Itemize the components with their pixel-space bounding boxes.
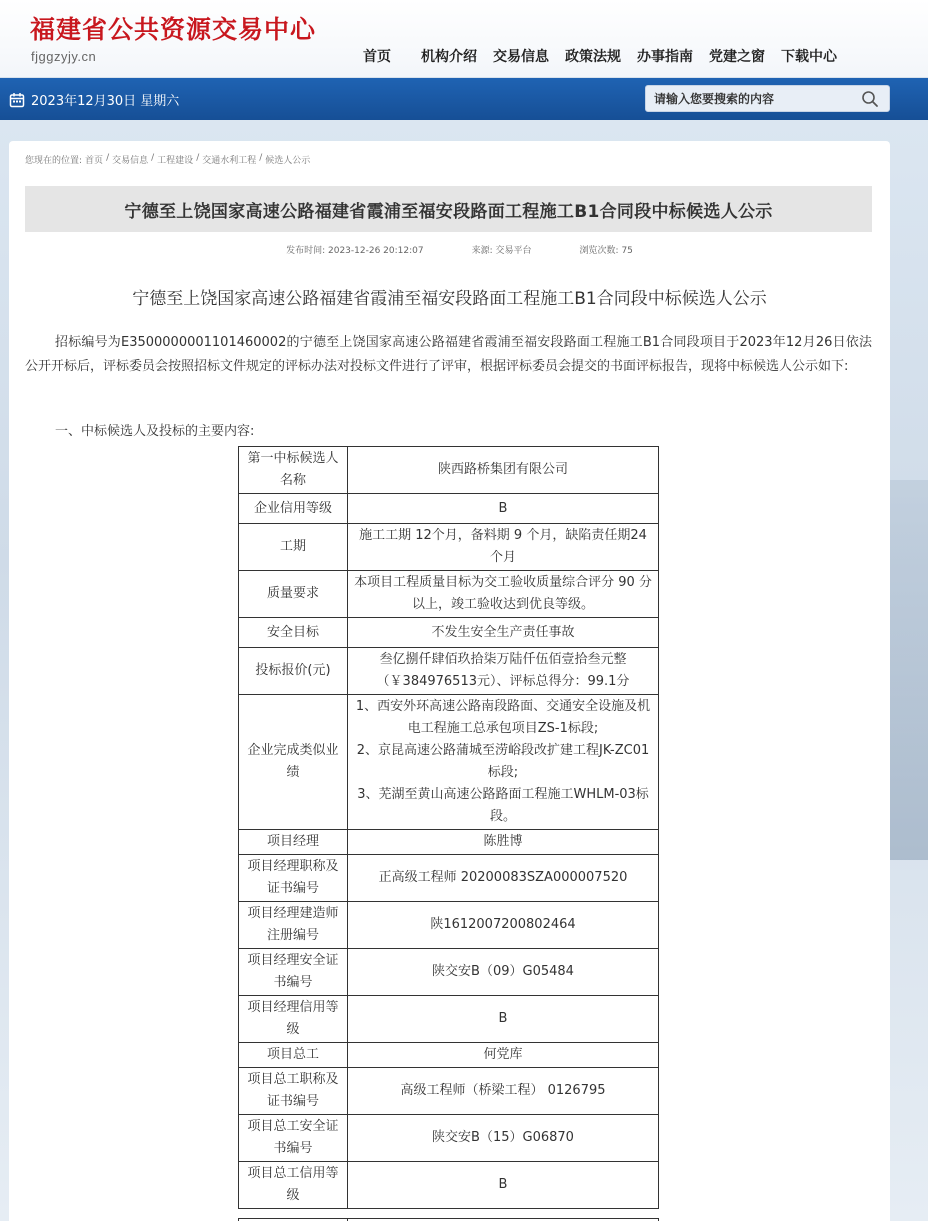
breadcrumb-prefix: 您现在的位置: xyxy=(25,156,83,166)
publish-time-label: 发布时间: xyxy=(286,246,326,256)
table-cell-label: 企业信用等级 xyxy=(239,494,348,524)
table-cell-value: 1、西安外环高速公路南段路面、交通安全设施及机电工程施工总承包项目ZS-1标段; 2、京昆高速公路蒲城至涝峪段改扩建工程JK-ZC01标段; 3、芜湖至黄山高速公路路面工程施工WHLM-03标段。 xyxy=(348,695,659,830)
table-row xyxy=(239,1115,659,1162)
candidate-table xyxy=(238,446,659,1209)
publish-time-value: 2023-12-26 20:12:07 xyxy=(328,246,424,256)
site-logo-title[interactable]: 福建省公共资源交易中心 xyxy=(30,15,317,44)
view-count-label: 浏览次数: xyxy=(579,246,619,256)
table-cell-label: 质量要求 xyxy=(239,571,348,618)
page-title: 宁德至上饶国家高速公路福建省霞浦至福安段路面工程施工B1合同段中标候选人公示 xyxy=(124,201,773,222)
breadcrumb xyxy=(25,153,310,166)
table-cell-label: 项目经理信用等级 xyxy=(239,996,348,1043)
breadcrumb-candidates[interactable]: 候选人公示 xyxy=(265,156,311,166)
search-icon[interactable] xyxy=(861,90,879,108)
breadcrumb-engineering[interactable]: 工程建设 xyxy=(157,156,194,166)
source xyxy=(472,243,532,256)
table-row xyxy=(239,830,659,855)
date-display xyxy=(9,90,179,109)
table-cell-value: 陕西路桥集团有限公司 xyxy=(348,447,659,494)
breadcrumb-separator: / xyxy=(106,153,110,163)
table-cell-label: 安全目标 xyxy=(239,618,348,648)
table-row xyxy=(239,494,659,524)
section-heading: 一、中标候选人及投标的主要内容: xyxy=(55,424,255,439)
table-cell-label: 项目经理 xyxy=(239,830,348,855)
table-row xyxy=(239,447,659,494)
current-date: 2023年12月30日 星期六 xyxy=(31,94,180,109)
nav-policy[interactable]: 政策法规 xyxy=(565,49,621,65)
nav-home[interactable]: 首页 xyxy=(363,49,391,65)
article-intro: 招标编号为E3500000001101460002的宁德至上饶国家高速公路福建省霞浦至福安段路面工程施工B1合同段项目于2023年12月26日依法公开开标后，评标委员会按照招标文件规定的评标办法对投标文件进行了评审，根据评标委员会提交的书面评标报告，现将中标候选人公示如下: xyxy=(25,335,872,374)
table-cell-value: 本项目工程质量目标为交工验收质量综合评分 90 分以上，竣工验收达到优良等级。 xyxy=(348,571,659,618)
publish-time xyxy=(286,243,424,256)
source-label: 来源: xyxy=(471,246,493,256)
table-row xyxy=(239,855,659,902)
table-cell-value: 何党库 xyxy=(348,1043,659,1068)
breadcrumb-home[interactable]: 首页 xyxy=(85,156,104,166)
nav-party[interactable]: 党建之窗 xyxy=(709,49,765,65)
source-value: 交易平台 xyxy=(495,246,532,256)
table-row xyxy=(239,1068,659,1115)
breadcrumb-separator: / xyxy=(196,153,200,163)
table-row xyxy=(239,695,659,830)
nav-about[interactable]: 机构介绍 xyxy=(421,49,477,65)
breadcrumb-separator: / xyxy=(151,153,155,163)
nav-guide[interactable]: 办事指南 xyxy=(637,49,693,65)
calendar-icon xyxy=(9,92,25,108)
table-cell-value: B xyxy=(348,1162,659,1209)
nav-download[interactable]: 下载中心 xyxy=(781,49,837,65)
table-row xyxy=(239,996,659,1043)
breadcrumb-separator: / xyxy=(259,153,263,163)
table-cell-label: 项目经理安全证书编号 xyxy=(239,949,348,996)
table-row xyxy=(239,902,659,949)
view-count xyxy=(580,243,633,256)
table-cell-value: 高级工程师（桥梁工程） 0126795 xyxy=(348,1068,659,1115)
site-domain: fjggzyjy.cn xyxy=(31,49,97,64)
table-cell-label: 项目总工职称及证书编号 xyxy=(239,1068,348,1115)
article-title-band xyxy=(25,186,872,232)
table-cell-value: 叁亿捌仟肆佰玖拾柒万陆仟伍佰壹拾叁元整（￥384976513元）、评标总得分：99.1分 xyxy=(348,648,659,695)
view-count-value: 75 xyxy=(621,246,633,256)
table-cell-label: 项目经理职称及证书编号 xyxy=(239,855,348,902)
nav-trade-info[interactable]: 交易信息 xyxy=(493,49,549,65)
search-input[interactable] xyxy=(654,89,854,109)
table-cell-label: 企业完成类似业绩 xyxy=(239,695,348,830)
table-cell-label: 第一中标候选人名称 xyxy=(239,447,348,494)
table-cell-value: 施工工期 12个月，备料期 9 个月，缺陷责任期24 个月 xyxy=(348,524,659,571)
article-meta xyxy=(9,243,890,256)
table-row xyxy=(239,648,659,695)
table-row xyxy=(239,524,659,571)
table-row xyxy=(239,949,659,996)
background-bridge-image xyxy=(888,480,928,860)
table-cell-value: 正高级工程师 20200083SZA000007520 xyxy=(348,855,659,902)
table-cell-value: B xyxy=(348,996,659,1043)
table-cell-label: 投标报价(元) xyxy=(239,648,348,695)
table-row xyxy=(239,1043,659,1068)
breadcrumb-transport[interactable]: 交通水利工程 xyxy=(202,156,257,166)
table-cell-label: 项目总工安全证书编号 xyxy=(239,1115,348,1162)
article-heading: 宁德至上饶国家高速公路福建省霞浦至福安段路面工程施工B1合同段中标候选人公示 xyxy=(132,289,767,309)
table-row xyxy=(239,1162,659,1209)
table-row xyxy=(239,571,659,618)
main-nav xyxy=(355,46,845,66)
table-cell-value: 陕交安B（15）G06870 xyxy=(348,1115,659,1162)
site-header xyxy=(0,0,928,78)
search-box xyxy=(645,85,890,112)
table-cell-label: 项目总工信用等级 xyxy=(239,1162,348,1209)
table-cell-label: 项目经理建造师注册编号 xyxy=(239,902,348,949)
table-cell-value: 陕1612007200802464 xyxy=(348,902,659,949)
table-row xyxy=(239,618,659,648)
table-cell-value: B xyxy=(348,494,659,524)
table-cell-value: 陈胜博 xyxy=(348,830,659,855)
table-cell-value: 陕交安B（09）G05484 xyxy=(348,949,659,996)
table-cell-label: 项目总工 xyxy=(239,1043,348,1068)
top-bar xyxy=(0,78,928,120)
table-cell-value: 不发生安全生产责任事故 xyxy=(348,618,659,648)
content-card xyxy=(9,141,890,1221)
breadcrumb-trade-info[interactable]: 交易信息 xyxy=(112,156,149,166)
table-cell-label: 工期 xyxy=(239,524,348,571)
